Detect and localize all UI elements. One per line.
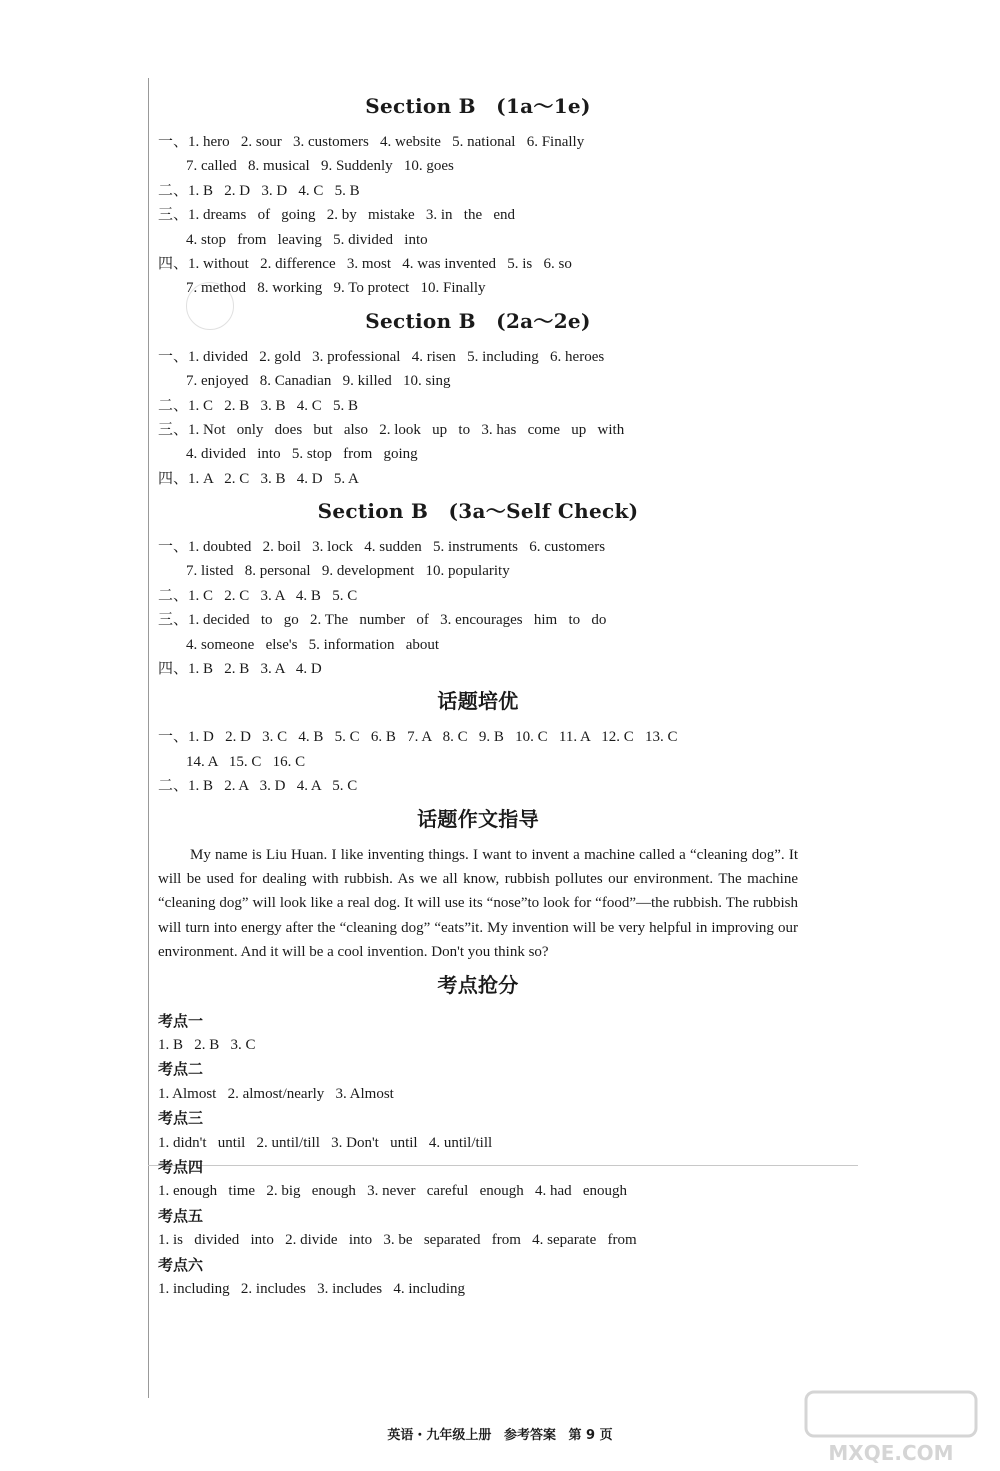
answer-line: 四、1. without 2. difference 3. most 4. was invented 5. is 6. so xyxy=(158,255,572,272)
answer-line: 四、1. A 2. C 3. B 4. D 5. A xyxy=(158,470,359,487)
answer-line: 7. called 8. musical 9. Suddenly 10. goes xyxy=(186,158,454,175)
answer-line: 4. someone else's 5. information about xyxy=(186,636,440,653)
answer-line: 14. A 15. C 16. C xyxy=(186,753,306,770)
kaodian-answer: 1. is divided into 2. divide into 3. be separated from 4. separate from xyxy=(158,1232,637,1249)
binding-margin-line xyxy=(148,78,149,1398)
answer-line: 三、1. decided to go 2. The number of 3. encourages him to do xyxy=(158,612,607,629)
answer-line: 一、1. doubted 2. boil 3. lock 4. sudden 5. instruments 6. customers xyxy=(158,539,606,556)
answer-line: 4. divided into 5. stop from going xyxy=(186,446,418,463)
answer-content xyxy=(158,86,798,1301)
answer-line: 二、1. B 2. D 3. D 4. C 5. B xyxy=(158,182,360,199)
footer-page: 第 9 页 xyxy=(568,1428,613,1443)
kaodian-label: 考点三 xyxy=(158,1109,204,1128)
sections-container xyxy=(158,90,798,799)
kaodian-answer: 1. Almost 2. almost/nearly 3. Almost xyxy=(158,1085,394,1102)
answer-line: 一、1. D 2. D 3. C 4. B 5. C 6. B 7. A 8. C 9. B 10. C 11. A 12. C 13. C xyxy=(158,729,678,746)
answer-line: 7. enjoyed 8. Canadian 9. killed 10. sing xyxy=(186,373,451,390)
kaodian-list xyxy=(158,1009,798,1302)
watermark-logo xyxy=(796,1388,986,1468)
kaodian-label: 考点二 xyxy=(158,1060,204,1079)
kaodian-answer: 1. enough time 2. big enough 3. never careful enough 4. had enough xyxy=(158,1183,628,1200)
footer-type: 参考答案 xyxy=(503,1428,556,1443)
section-heading: 话题培优 xyxy=(437,689,519,714)
kaodian-label: 考点四 xyxy=(158,1157,204,1176)
answer-line: 7. listed 8. personal 9. development 10. popularity xyxy=(186,563,510,580)
answer-line: 7. method 8. working 9. To protect 10. Finally xyxy=(186,280,486,297)
kaodian-answer: 1. B 2. B 3. C xyxy=(158,1037,256,1054)
answer-line: 二、1. B 2. A 3. D 4. A 5. C xyxy=(158,778,358,795)
kaodian-heading: 考点抢分 xyxy=(437,972,519,997)
kaodian-answer: 1. including 2. includes 3. includes 4. including xyxy=(158,1280,466,1297)
answer-line: 一、1. hero 2. sour 3. customers 4. website 5. national 6. Finally xyxy=(158,134,585,150)
essay-text: My name is Liu Huan. I like inventing things. I want to invent a machine called a “cleaning dog”. It will be used for dealing with rubbish. As we all know, rubbish pollutes our environment. The machine “cleaning dog” will look like a real dog. It will use its “nose”to look for “food”—the rubbish. The rubbish will turn into energy after the “cleaning dog” “eats”it. My invention will be very helpful in improving our environment. And it will be a cool invention. Don't you think so? xyxy=(158,846,798,961)
kaodian-label: 考点六 xyxy=(158,1255,204,1274)
essay-heading: 话题作文指导 xyxy=(417,806,539,831)
answer-line: 二、1. C 2. B 3. B 4. C 5. B xyxy=(158,397,359,414)
answer-line: 四、1. B 2. B 3. A 4. D xyxy=(158,661,322,678)
answer-line: 三、1. dreams of going 2. by mistake 3. in the end xyxy=(158,207,516,224)
watermark-text: MXQE.COM xyxy=(828,1441,954,1465)
answer-line: 一、1. divided 2. gold 3. professional 4. risen 5. including 6. heroes xyxy=(158,348,605,365)
kaodian-label: 考点五 xyxy=(158,1206,204,1225)
answer-line: 4. stop from leaving 5. divided into xyxy=(186,231,428,248)
answer-line: 二、1. C 2. C 3. A 4. B 5. C xyxy=(158,587,358,604)
answer-line: 三、1. Not only does but also 2. look up to 3. has come up with xyxy=(158,421,625,438)
section-heading: Section B (1a～1e) xyxy=(365,94,591,118)
section-heading: Section B (3a～Self Check) xyxy=(317,499,639,524)
footer-subject: 英语・九年级上册 xyxy=(387,1428,492,1443)
section-heading: Section B (2a～2e) xyxy=(365,308,591,333)
kaodian-answer: 1. didn't until 2. until/till 3. Don't until 4. until/till xyxy=(158,1134,493,1151)
kaodian-label: 考点一 xyxy=(158,1011,204,1030)
